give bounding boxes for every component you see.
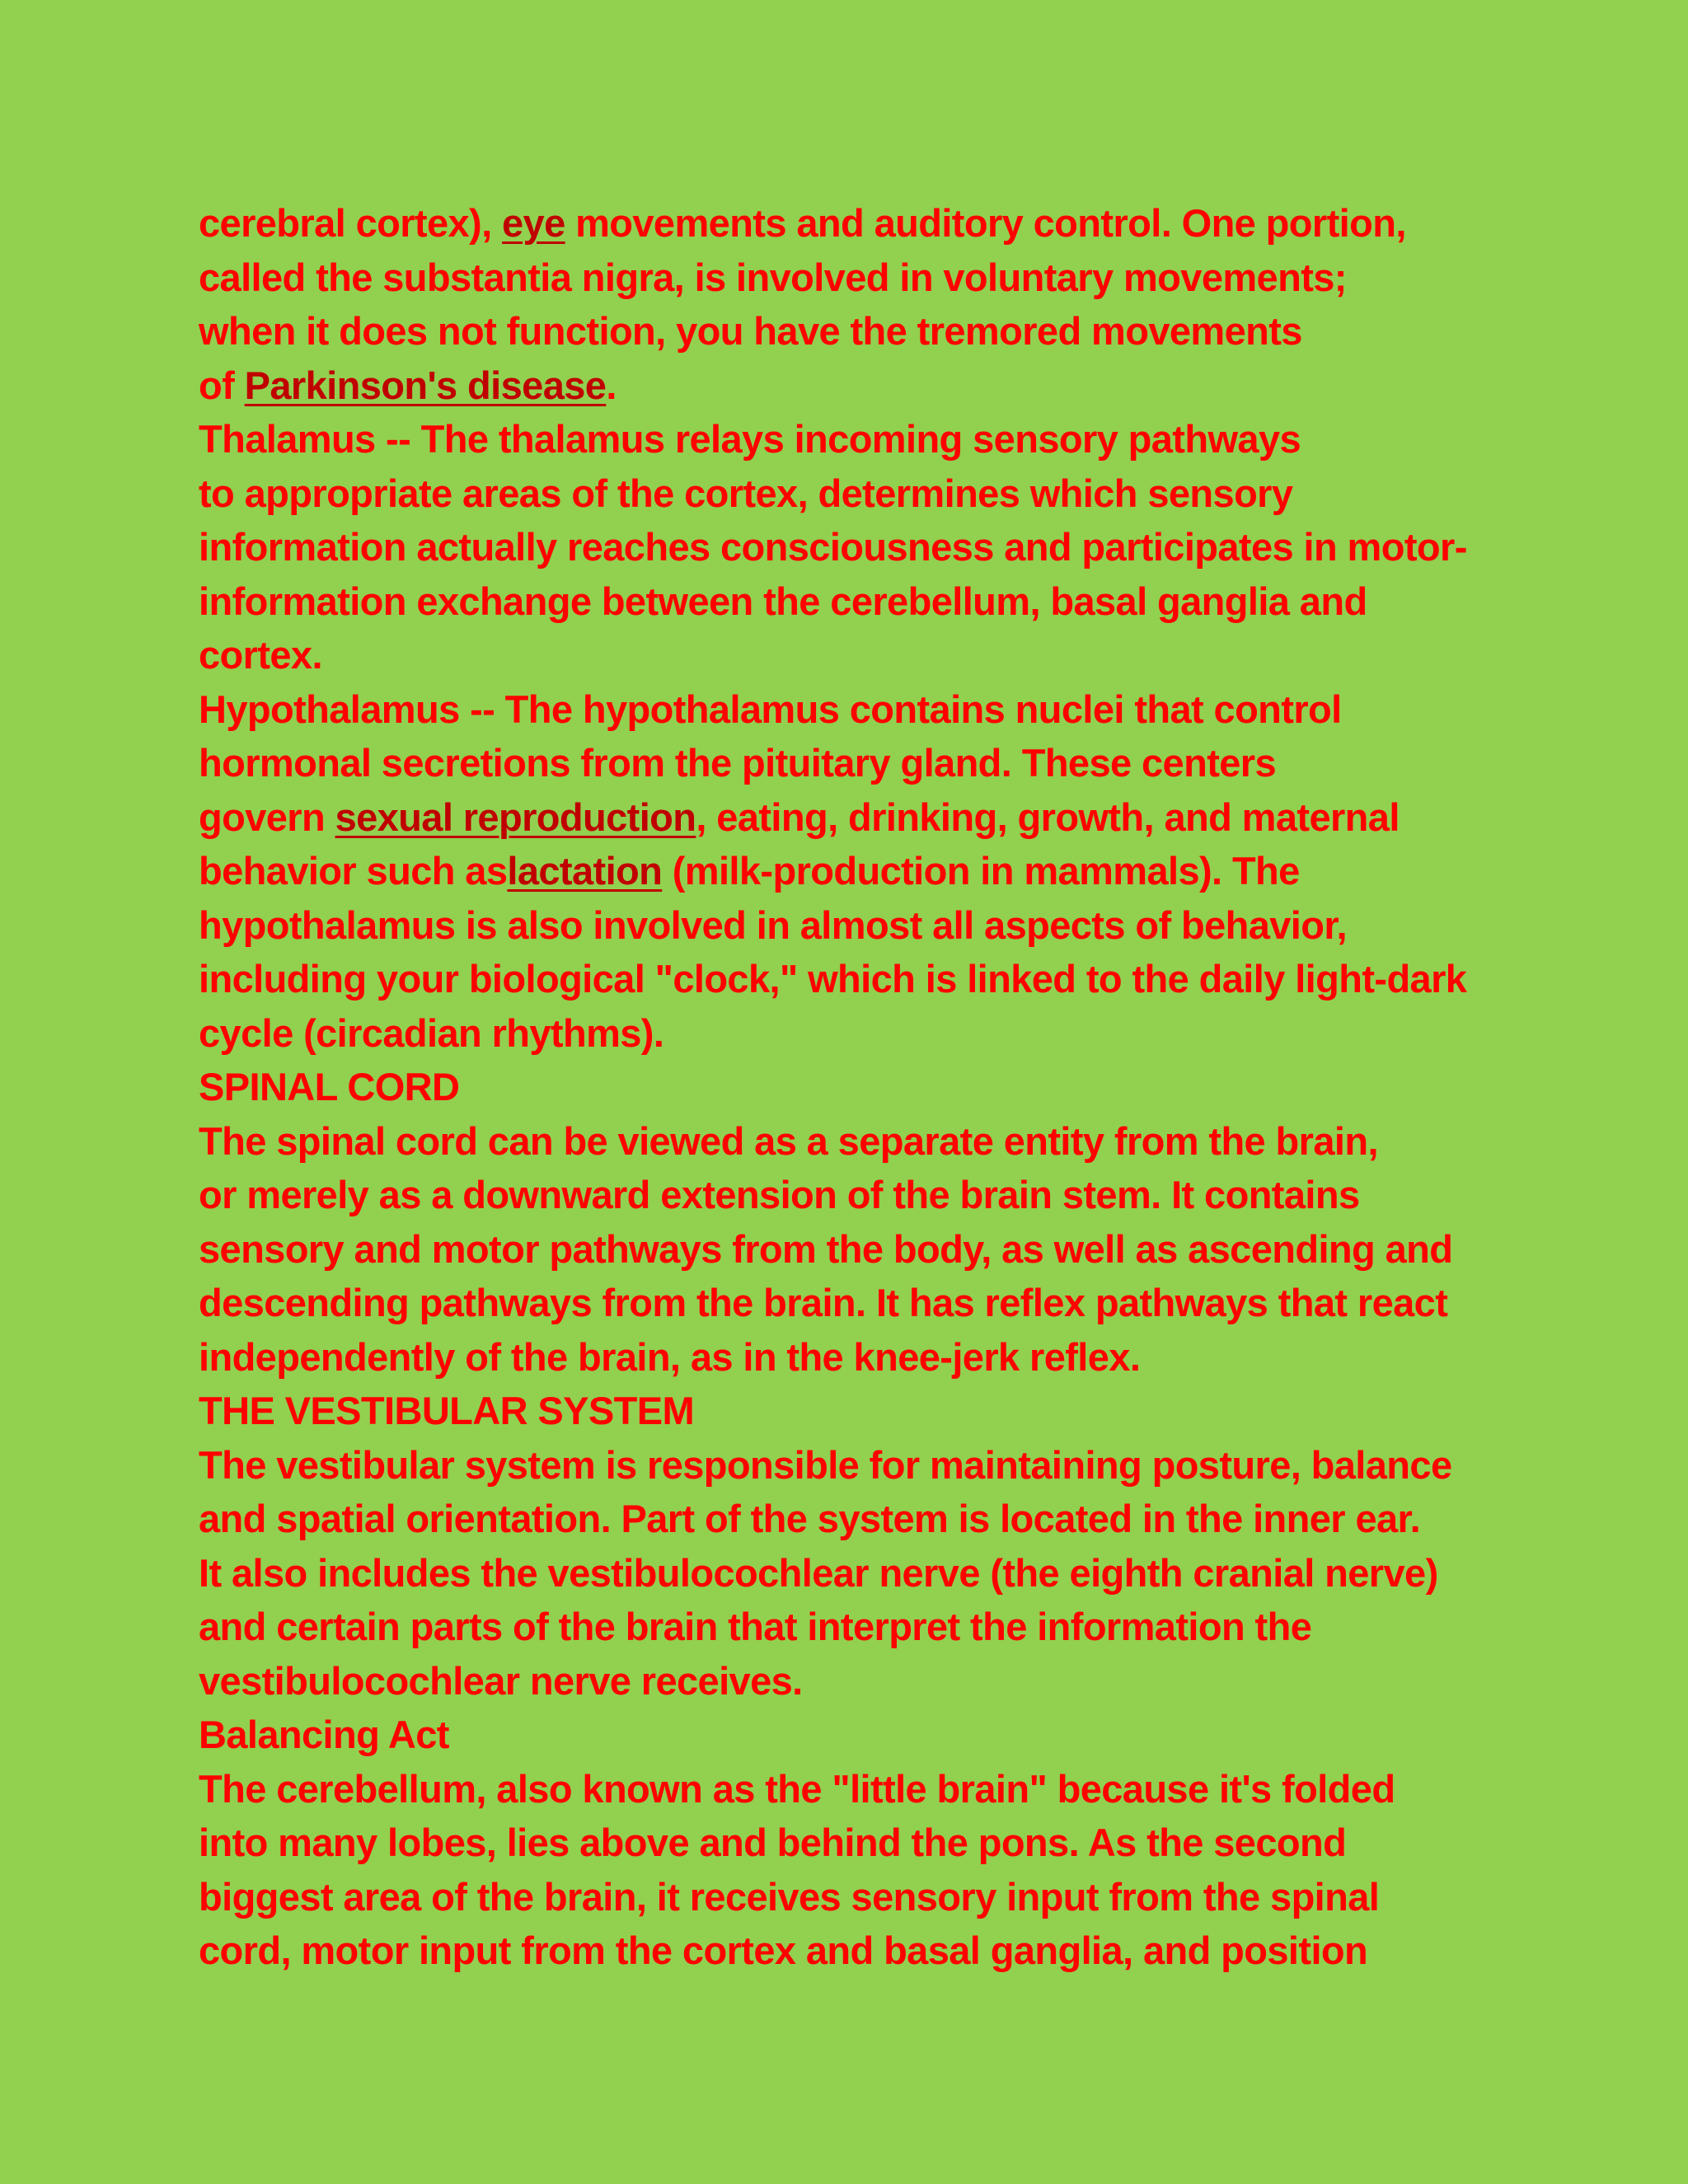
text-line [199, 196, 1583, 251]
text-segment: and spatial orientation. Part of the system is located in the inner ear. [199, 1497, 1421, 1540]
text-line [199, 1546, 1583, 1601]
text-line [199, 1276, 1583, 1330]
text-segment: descending pathways from the brain. It has reflex pathways that react [199, 1281, 1448, 1324]
text-segment: hypothalamus is also involved in almost all aspects of behavior, [199, 902, 1347, 947]
text-segment: into many lobes, lies above and behind the pons. As the second [199, 1821, 1347, 1864]
text-line [199, 520, 1583, 574]
text-line [199, 898, 1583, 953]
text-line [199, 1060, 1583, 1114]
text-segment: The spinal cord can be viewed as a separate entity from the brain, [199, 1118, 1378, 1163]
text-segment: movements and auditory control. One portion, [565, 201, 1406, 245]
text-segment: Thalamus -- The thalamus relays incoming sensory pathways [199, 417, 1301, 461]
text-line [199, 790, 1583, 845]
text-line [199, 1654, 1583, 1708]
text-line [199, 952, 1583, 1006]
text-segment: including your biological "clock," which is linked to the daily light-dark [199, 957, 1467, 1001]
text-segment: THE VESTIBULAR SYSTEM [199, 1389, 695, 1432]
text-segment: independently of the brain, as in the knee-jerk reflex. [199, 1334, 1141, 1379]
text-line [199, 1438, 1583, 1493]
text-segment: Balancing Act [199, 1713, 449, 1756]
hyperlink[interactable]: sexual reproduction [335, 794, 696, 839]
text-line [199, 1114, 1583, 1169]
text-line [199, 844, 1583, 898]
text-line [199, 1492, 1583, 1546]
text-segment: . [606, 363, 617, 407]
text-segment: The cerebellum, also known as the "little brain" because it's folded [199, 1766, 1395, 1811]
hyperlink[interactable]: eye [502, 201, 565, 245]
text-line [199, 1924, 1583, 1978]
text-line [199, 628, 1583, 682]
text-segment: biggest area of the brain, it receives sensory input from the spinal [199, 1874, 1380, 1919]
text-line [199, 1384, 1583, 1438]
text-segment: , eating, drinking, growth, and maternal [696, 794, 1400, 839]
text-line [199, 1600, 1583, 1654]
text-segment: when it does not function, you have the tremored movements [199, 309, 1302, 353]
text-line [199, 1816, 1583, 1870]
text-line [199, 466, 1583, 521]
text-segment: or merely as a downward extension of the brain stem. It contains [199, 1173, 1360, 1216]
text-line [199, 1222, 1583, 1277]
text-line [199, 1330, 1583, 1385]
text-segment: cortex. [199, 633, 322, 677]
text-segment: (milk-production in mammals). The [662, 849, 1300, 893]
text-line [199, 1168, 1583, 1222]
text-segment: cerebral cortex), [199, 201, 502, 245]
text-segment: cord, motor input from the cortex and basal ganglia, and position [199, 1929, 1368, 1972]
text-segment: It also includes the vestibulocochlear nerve (the eighth cranial nerve) [199, 1550, 1438, 1595]
text-line [199, 682, 1583, 737]
text-segment: Hypothalamus -- The hypothalamus contains nuclei that control [199, 687, 1342, 731]
text-line [199, 251, 1583, 305]
text-line [199, 1870, 1583, 1924]
text-line [199, 574, 1583, 629]
text-segment: to appropriate areas of the cortex, determines which sensory [199, 471, 1293, 515]
document-page [199, 196, 1583, 1978]
text-line [199, 736, 1583, 790]
text-segment: of [199, 363, 245, 407]
text-segment: hormonal secretions from the pituitary gland. These centers [199, 741, 1277, 785]
hyperlink[interactable]: Parkinson's disease [244, 363, 607, 407]
text-segment: information actually reaches consciousness and participates in motor- [199, 525, 1467, 569]
text-segment: govern [199, 794, 335, 839]
text-line [199, 304, 1583, 359]
text-segment: The vestibular system is responsible for maintaining posture, balance [199, 1442, 1452, 1487]
text-line [199, 359, 1583, 413]
text-line [199, 1006, 1583, 1061]
text-segment: information exchange between the cerebellum, basal ganglia and [199, 579, 1367, 623]
text-segment: vestibulocochlear nerve receives. [199, 1658, 803, 1703]
text-segment: behavior such as [199, 849, 508, 893]
hyperlink[interactable]: lactation [507, 849, 663, 893]
text-segment: sensory and motor pathways from the body, as well as ascending and [199, 1226, 1453, 1271]
text-line [199, 412, 1583, 466]
text-segment: SPINAL CORD [199, 1065, 460, 1108]
text-line [199, 1762, 1583, 1816]
text-segment: called the substantia nigra, is involved in voluntary movements; [199, 255, 1347, 299]
text-line [199, 1708, 1583, 1762]
text-segment: cycle (circadian rhythms). [199, 1010, 664, 1055]
text-segment: and certain parts of the brain that interpret the information the [199, 1605, 1312, 1648]
